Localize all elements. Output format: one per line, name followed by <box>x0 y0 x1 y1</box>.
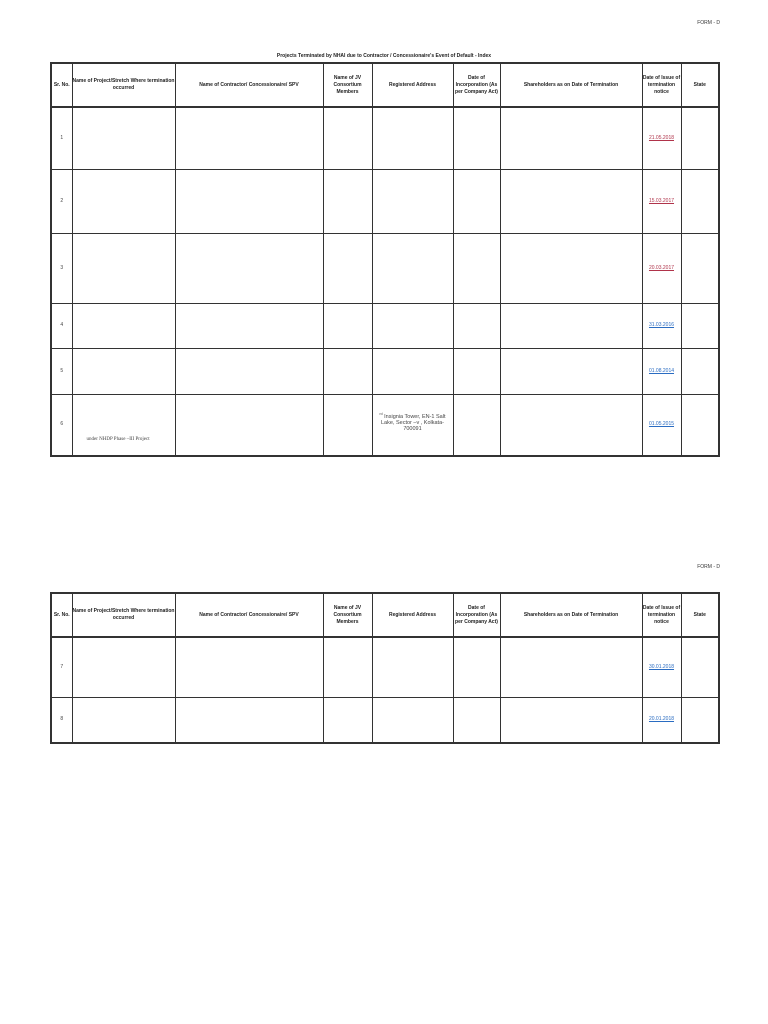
table-row <box>51 303 719 348</box>
col-header-address: Registered Address <box>372 63 453 107</box>
col-header-sr-no: Sr. No. <box>51 593 72 637</box>
form-label: FORM - D <box>697 20 720 26</box>
termination-date-link[interactable]: 20.01.2018 <box>648 716 675 723</box>
table-row <box>51 169 719 233</box>
col-header-contractor: Name of Contractor/ Concessionaire/ SPV <box>175 63 323 107</box>
table-row <box>51 107 719 169</box>
col-header-state: State <box>681 63 719 107</box>
project-note: under NHDP Phase –III Project <box>86 437 150 442</box>
col-header-sr-no: Sr. No. <box>51 63 72 107</box>
col-header-termination-date: Date of Issue of termination notice <box>642 593 681 637</box>
terminated-projects-table-2 <box>50 592 720 744</box>
table-row <box>51 348 719 394</box>
terminated-projects-table-1 <box>50 62 720 457</box>
col-header-jv: Name of JV Consortium Members <box>323 63 372 107</box>
page-title: Projects Terminated by NHAI due to Contractor / Concessionaire's Event of Default - Index <box>276 53 492 59</box>
termination-date-link[interactable]: 20.03.2017 <box>648 264 675 271</box>
registered-address <box>373 411 453 433</box>
col-header-state: State <box>681 593 719 637</box>
address-superscript: rd <box>379 411 383 416</box>
col-header-shareholders: Shareholders as on Date of Termination <box>500 63 642 107</box>
col-header-incorporation: Date of Incorporation (As per Company Act) <box>453 63 500 107</box>
termination-date-link[interactable]: 01.05.2015 <box>648 421 675 428</box>
form-label: FORM - D <box>697 564 720 570</box>
table-row <box>51 637 719 697</box>
sr-no-cell: 4 <box>51 303 72 348</box>
termination-date-link[interactable]: 01.08.2014 <box>648 367 675 374</box>
table-header-row <box>51 63 719 107</box>
sr-no-cell: 7 <box>51 637 72 697</box>
termination-date-link[interactable]: 30.01.2018 <box>648 663 675 670</box>
col-header-termination-date: Date of Issue of termination notice <box>642 63 681 107</box>
col-header-incorporation: Date of Incorporation (As per Company Act) <box>453 593 500 637</box>
table-row <box>51 394 719 456</box>
sr-no-cell: 8 <box>51 697 72 743</box>
termination-date-link[interactable]: 15.03.2017 <box>648 197 675 204</box>
registered-address-text: Insignia Tower, EN-1 Salt Lake, Sector –v , Kolkata-700091 <box>381 413 446 433</box>
col-header-shareholders: Shareholders as on Date of Termination <box>500 593 642 637</box>
termination-date-link[interactable]: 21.05.2018 <box>648 134 675 141</box>
table-row <box>51 697 719 743</box>
col-header-project: Name of Project/Stretch Where termination occurred <box>72 593 175 637</box>
termination-date-link[interactable]: 31.03.2016 <box>648 322 675 328</box>
table-row <box>51 233 719 303</box>
table-header-row <box>51 593 719 637</box>
sr-no-cell: 1 <box>51 107 72 169</box>
col-header-project: Name of Project/Stretch Where termination occurred <box>72 63 175 107</box>
sr-no-cell: 3 <box>51 233 72 303</box>
col-header-jv: Name of JV Consortium Members <box>323 593 372 637</box>
sr-no-cell: 2 <box>51 169 72 233</box>
col-header-address: Registered Address <box>372 593 453 637</box>
sr-no-cell: 5 <box>51 348 72 394</box>
col-header-contractor: Name of Contractor/ Concessionaire/ SPV <box>175 593 323 637</box>
sr-no-cell: 6 <box>51 394 72 456</box>
